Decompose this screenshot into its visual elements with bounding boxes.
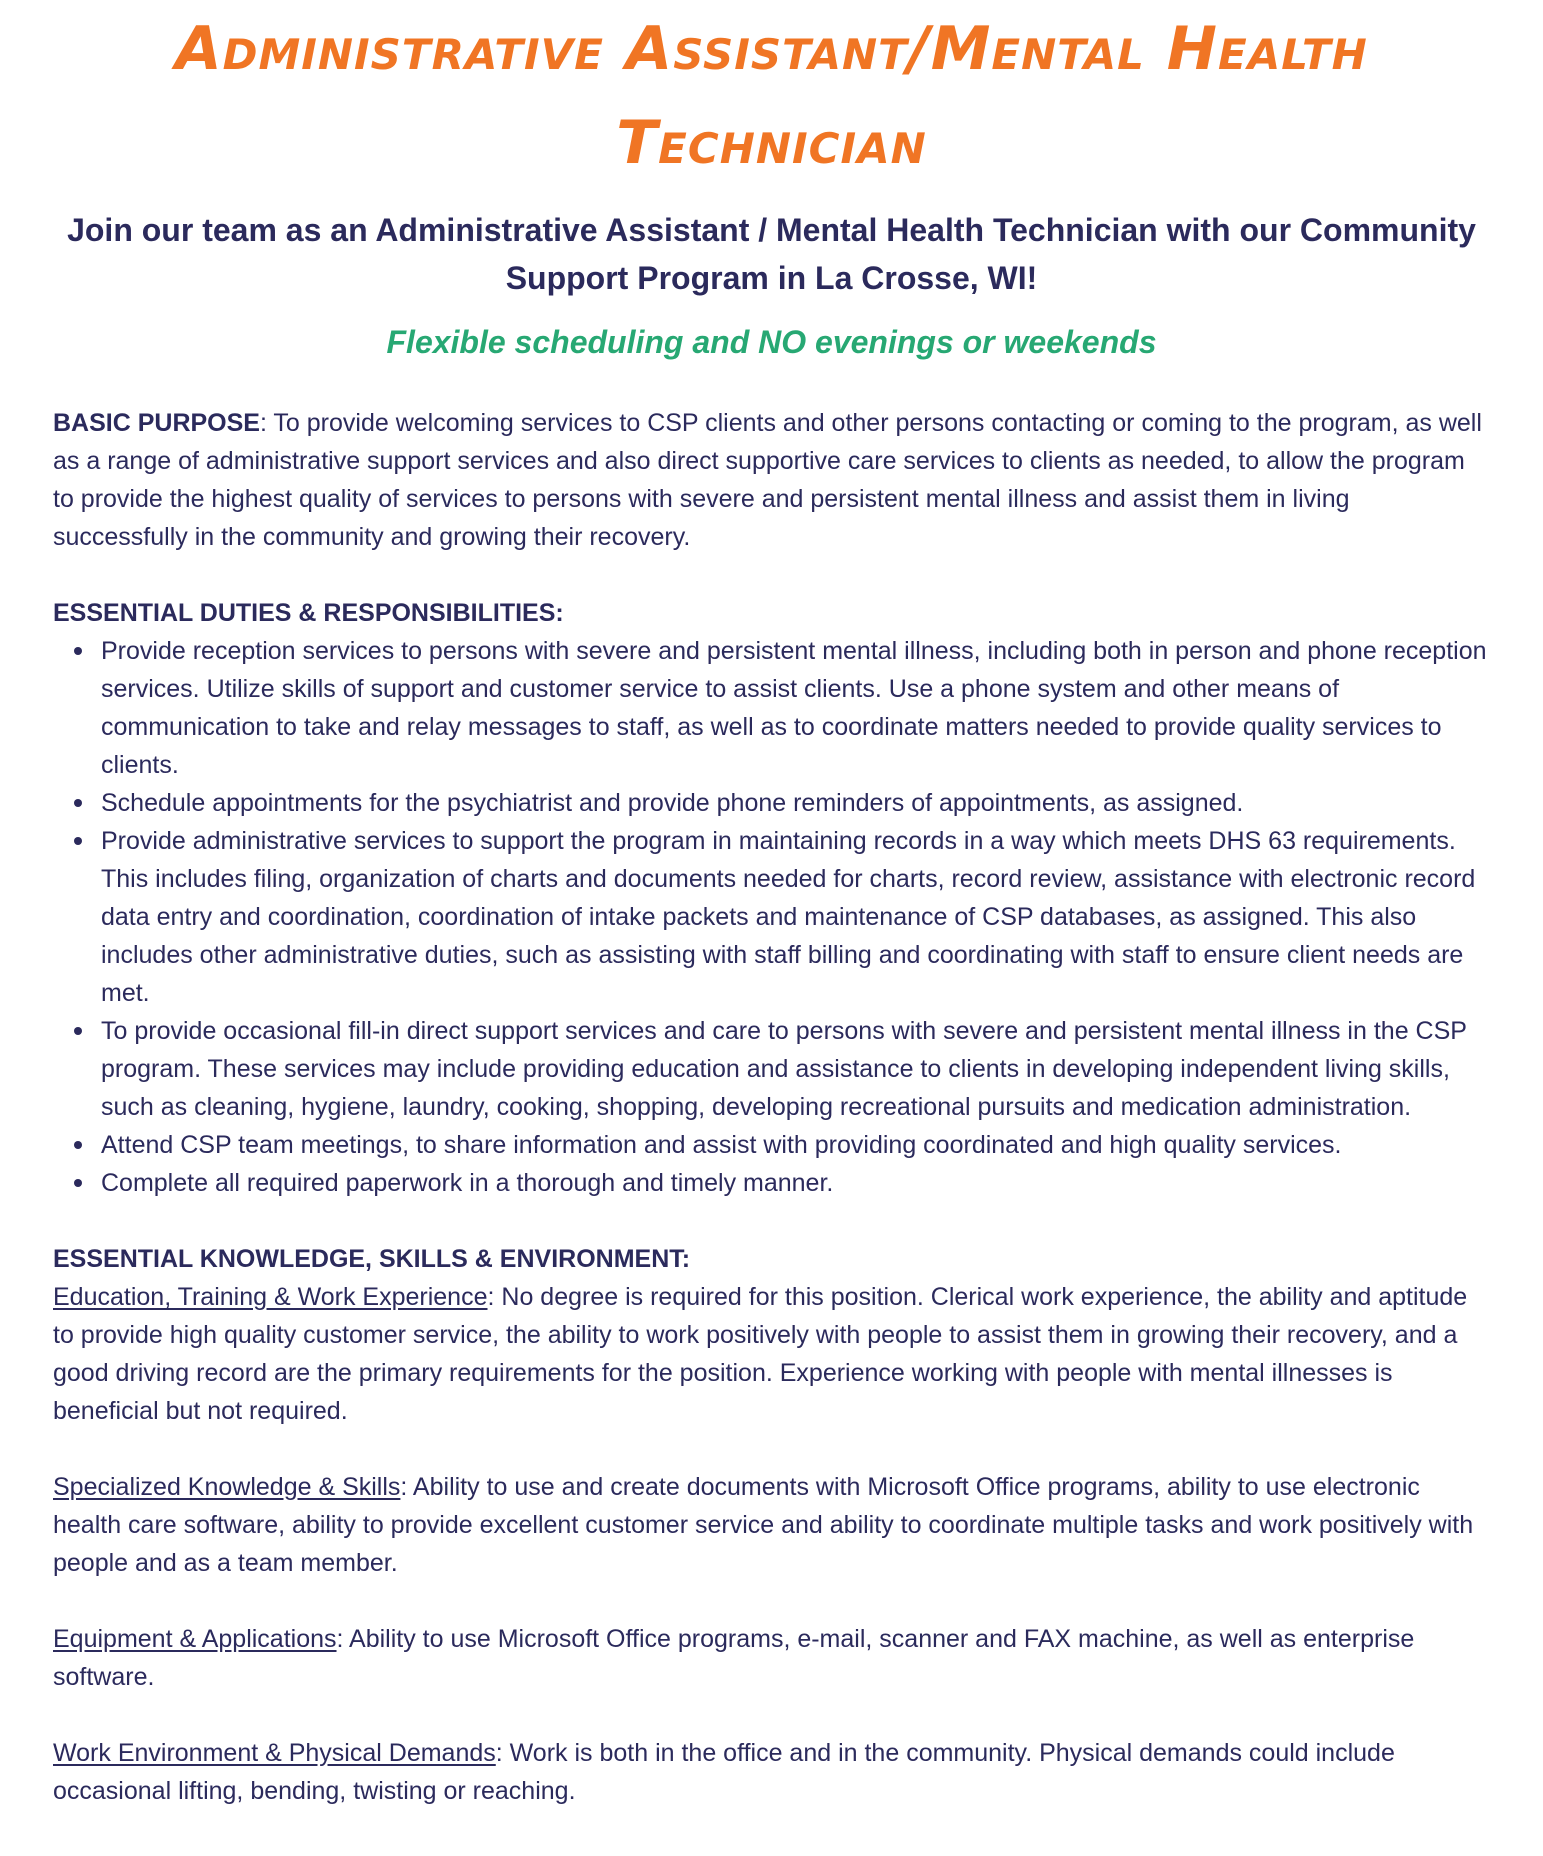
specialized-paragraph bbox=[53, 1468, 1490, 1582]
equipment-label: Equipment & Applications bbox=[53, 1625, 337, 1653]
environment-paragraph bbox=[53, 1734, 1490, 1810]
environment-text: : Work is both in the office and in the community. Physical demands could include occasional lifting, bending, twisting or reaching. bbox=[53, 1739, 1395, 1805]
education-text: : No degree is required for this position. Clerical work experience, the ability and aptitude to provide high quality customer service, the ability to work positively with people to assist them in growing their recovery, and a good driving record are the primary requirements for the position. Experience working with people with mental illnesses is beneficial but not required. bbox=[53, 1283, 1468, 1425]
bullet-icon bbox=[74, 1179, 82, 1187]
education-paragraph bbox=[53, 1278, 1490, 1430]
job-subtitle: Join our team as an Administrative Assistant / Mental Health Technician with our Community Support Program in La Crosse, WI! bbox=[67, 212, 1476, 296]
list-item bbox=[101, 1126, 1490, 1164]
job-description-body bbox=[53, 404, 1490, 1810]
bullet-icon bbox=[74, 1141, 82, 1149]
education-label: Education, Training & Work Experience bbox=[53, 1283, 488, 1311]
knowledge-section bbox=[53, 1240, 1490, 1810]
basic-purpose-text: : To provide welcoming services to CSP clients and other persons contacting or coming to the program, as well as a range of administrative support services and also direct supportive care services to clients as needed, to allow the program to provide the highest quality of services to persons with severe and persistent mental illness and assist them in living successfully in the community and growing their recovery. bbox=[53, 409, 1482, 551]
duty-text: Provide administrative services to support the program in maintaining records in a way which meets DHS 63 requirements. This includes filing, organization of charts and documents needed for charts, record review, assistance with electronic record data entry and coordination, coordination of intake packets and maintenance of CSP databases, as assigned. This also includes other administrative duties, such as assisting with staff billing and coordinating with staff to ensure client needs are met. bbox=[101, 827, 1476, 1007]
basic-purpose-paragraph bbox=[53, 404, 1490, 556]
duty-text: Attend CSP team meetings, to share information and assist with providing coordinated and high quality services. bbox=[101, 1131, 1342, 1159]
list-item bbox=[101, 1012, 1490, 1126]
schedule-tagline: Flexible scheduling and NO evenings or weekends bbox=[386, 324, 1157, 360]
job-title: Administrative Assistant/Mental Health Technician bbox=[175, 14, 1368, 178]
knowledge-heading: ESSENTIAL KNOWLEDGE, SKILLS & ENVIRONMENT: bbox=[53, 1245, 691, 1273]
duty-text: Schedule appointments for the psychiatrist and provide phone reminders of appointments, as assigned. bbox=[101, 789, 1244, 817]
basic-purpose-label: BASIC PURPOSE bbox=[53, 409, 260, 437]
environment-label: Work Environment & Physical Demands bbox=[53, 1739, 496, 1767]
bullet-icon bbox=[74, 837, 82, 845]
duties-list bbox=[53, 632, 1490, 1202]
specialized-text: : Ability to use and create documents with Microsoft Office programs, ability to use electronic health care software, ability to provide excellent customer service and ability to coordinate multiple tasks and work positively with people and as a team member. bbox=[53, 1473, 1474, 1577]
duty-text: To provide occasional fill-in direct support services and care to persons with severe and persistent mental illness in the CSP program. These services may include providing education and assistance to clients in developing independent living skills, such as cleaning, hygiene, laundry, cooking, shopping, developing recreational pursuits and medication administration. bbox=[101, 1017, 1467, 1121]
bullet-icon bbox=[74, 1027, 82, 1035]
list-item bbox=[101, 632, 1490, 784]
bullet-icon bbox=[74, 799, 82, 807]
equipment-paragraph bbox=[53, 1620, 1490, 1696]
specialized-label: Specialized Knowledge & Skills bbox=[53, 1473, 401, 1501]
duties-section bbox=[53, 594, 1490, 1202]
list-item bbox=[101, 784, 1490, 822]
duty-text: Complete all required paperwork in a thorough and timely manner. bbox=[101, 1169, 834, 1197]
equipment-text: : Ability to use Microsoft Office programs, e-mail, scanner and FAX machine, as well as enterprise software. bbox=[53, 1625, 1415, 1691]
duties-heading: ESSENTIAL DUTIES & RESPONSIBILITIES: bbox=[53, 599, 564, 627]
duty-text: Provide reception services to persons with severe and persistent mental illness, including both in person and phone reception services. Utilize skills of support and customer service to assist clients. Use a phone system and other means of communication to take and relay messages to staff, as well as to coordinate matters needed to provide quality services to clients. bbox=[101, 637, 1487, 779]
bullet-icon bbox=[74, 647, 82, 655]
list-item bbox=[101, 822, 1490, 1012]
list-item bbox=[101, 1164, 1490, 1202]
